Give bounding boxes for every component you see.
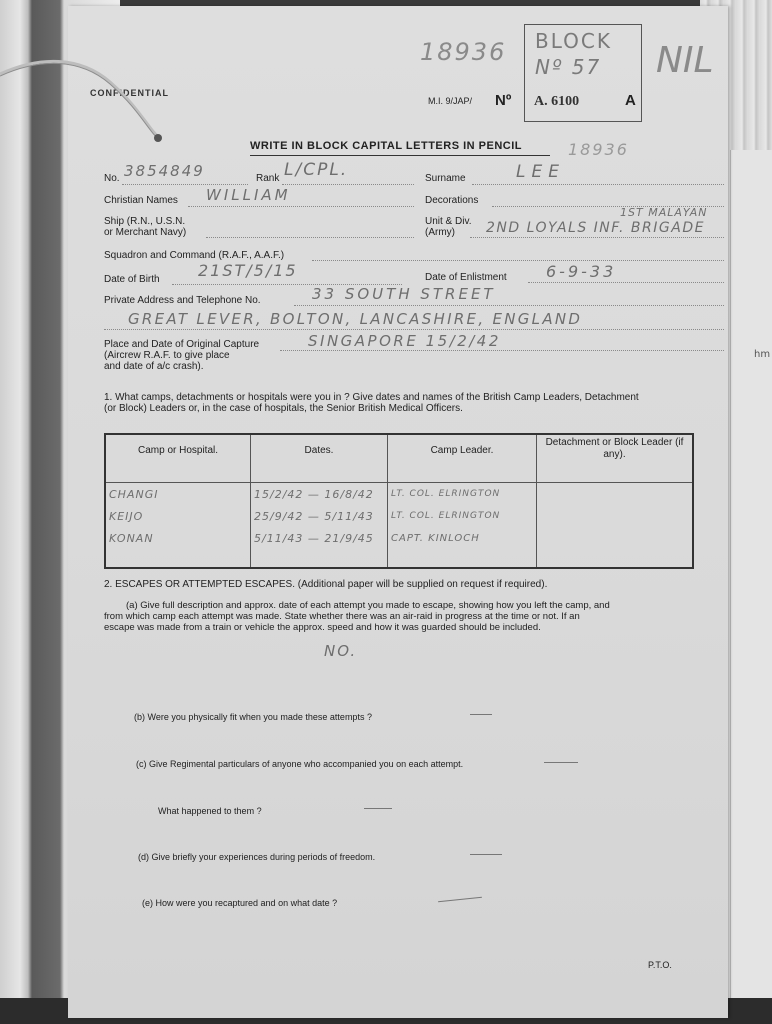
- underlying-page: [730, 150, 772, 1000]
- please-turn-over: P.T.O.: [648, 960, 672, 970]
- question-2e: (e) How were you recaptured and on what date ?: [142, 898, 338, 908]
- enlistment-date-line: [528, 282, 724, 283]
- instruction-underline: [250, 155, 550, 156]
- camps-table: [104, 433, 694, 569]
- date-of-birth-value: 21ST/5/15: [198, 261, 298, 280]
- camp-leader: CAPT. KINLOCH: [388, 527, 537, 549]
- camp-name: CHANGI: [105, 483, 251, 506]
- squadron-line: [312, 260, 724, 261]
- detachment-leader: [537, 527, 694, 549]
- question-2c: (c) Give Regimental particulars of anyone who accompanied you on each attempt.: [136, 759, 464, 769]
- capture-value: SINGAPORE 15/2/42: [308, 332, 501, 350]
- camp-name: KONAN: [105, 527, 251, 549]
- question-1-line-2: (or Block) Leaders or, in the case of hospitals, the Senior British Medical Officers.: [104, 403, 463, 414]
- unit-line: [470, 237, 724, 238]
- camp-dates: 15/2/42 — 16/8/42: [251, 483, 388, 506]
- capture-label-1: Place and Date of Original Capture: [104, 339, 260, 350]
- enlistment-date-label: Date of Enlistment: [425, 272, 507, 283]
- unit-value-1: 1ST MALAYAN: [620, 206, 708, 219]
- camp-name: KEIJO: [105, 505, 251, 527]
- block-stamp-number: Nº 57: [535, 55, 602, 79]
- detachment-leader: [537, 505, 694, 527]
- form-suffix: A: [625, 92, 636, 109]
- handwritten-file-number-2: 18936: [568, 140, 629, 159]
- unit-label-1: Unit & Div.: [425, 216, 472, 227]
- table-row: [105, 483, 693, 506]
- question-2a-answer: NO.: [324, 642, 358, 660]
- column-dates: Dates.: [251, 434, 388, 483]
- column-camp: Camp or Hospital.: [105, 434, 251, 483]
- address-value-1: 33 SOUTH STREET: [312, 285, 496, 303]
- detachment-leader: [537, 483, 694, 506]
- enlistment-date-value: 6-9-33: [546, 262, 617, 281]
- rank-value: L/CPL.: [284, 160, 349, 180]
- address-value-2: GREAT LEVER, BOLTON, LANCASHIRE, ENGLAND: [128, 310, 583, 328]
- unit-value-2: 2ND LOYALS INF. BRIGADE: [486, 220, 705, 236]
- column-camp-leader: Camp Leader.: [388, 434, 537, 483]
- question-2e-answer-dash: [438, 897, 482, 903]
- form-number: A. 6100: [534, 94, 580, 109]
- rank-label: Rank: [256, 173, 280, 184]
- address-line-1: [294, 305, 724, 306]
- question-2a-line-3: escape was made from a train or vehicle the approx. speed and how it was guarded should be included.: [104, 622, 541, 633]
- table-row-empty: [105, 549, 693, 568]
- question-2d-answer-dash: [470, 854, 502, 855]
- camps-table-header: [105, 434, 693, 483]
- date-of-birth-label: Date of Birth: [104, 274, 160, 285]
- table-row: [105, 527, 693, 549]
- squadron-label: Squadron and Command (R.A.F., A.A.F.): [104, 250, 285, 261]
- service-number-line: [122, 184, 248, 185]
- unit-label-2: (Army): [425, 227, 455, 238]
- question-2a-line-2: from which camp each attempt was made. State whether there was an air-raid in progress at the time or not. If an: [104, 611, 580, 622]
- liberation-questionnaire-form: [68, 6, 728, 1018]
- treasury-tag-string: [0, 52, 170, 148]
- question-2c-followup: What happened to them ?: [158, 806, 262, 816]
- christian-names-label: Christian Names: [104, 195, 178, 206]
- form-reference: M.I. 9/JAP/: [428, 96, 473, 106]
- ship-label-2: or Merchant Navy): [104, 227, 187, 238]
- rank-line: [282, 184, 414, 185]
- question-2-title: 2. ESCAPES OR ATTEMPTED ESCAPES. (Additional paper will be supplied on request if required).: [104, 579, 548, 590]
- camp-leader: LT. COL. ELRINGTON: [388, 505, 537, 527]
- service-number-label: No.: [104, 173, 120, 184]
- christian-names-line: [188, 206, 414, 207]
- table-row: [105, 505, 693, 527]
- question-2a-line-1: (a) Give full description and approx. date of each attempt you made to escape, showing how you left the camp, and: [126, 600, 610, 611]
- question-1-line-1: 1. What camps, detachments or hospitals were you in ? Give dates and names of the British Camp Leaders, Detachment: [104, 392, 639, 403]
- instruction-heading: WRITE IN BLOCK CAPITAL LETTERS IN PENCIL: [250, 140, 522, 152]
- handwritten-corner-note: NIL: [656, 40, 714, 81]
- question-2b-answer-dash: [470, 714, 492, 715]
- surname-line: [472, 184, 724, 185]
- block-stamp: [524, 24, 642, 122]
- number-label: Nº: [495, 92, 512, 109]
- address-line-2: [104, 329, 724, 330]
- decorations-label: Decorations: [425, 195, 479, 206]
- capture-label-2: (Aircrew R.A.F. to give place: [104, 350, 230, 361]
- underlying-page-text: hm: [754, 349, 771, 360]
- column-detachment-leader: Detachment or Block Leader (if any).: [537, 434, 694, 483]
- camp-dates: 5/11/43 — 21/9/45: [251, 527, 388, 549]
- confidential-stamp: CONFIDENTIAL: [90, 88, 169, 98]
- question-2b: (b) Were you physically fit when you made these attempts ?: [134, 712, 372, 722]
- question-2c-answer-dash: [544, 762, 578, 763]
- ship-label-1: Ship (R.N., U.S.N.: [104, 216, 186, 227]
- ship-line: [206, 237, 414, 238]
- camp-leader: LT. COL. ELRINGTON: [388, 483, 537, 506]
- handwritten-file-number: 18936: [420, 38, 507, 66]
- christian-names-value: WILLIAM: [206, 186, 291, 204]
- question-2c-followup-dash: [364, 808, 392, 809]
- address-label: Private Address and Telephone No.: [104, 295, 261, 306]
- surname-label: Surname: [425, 173, 466, 184]
- block-stamp-title: BLOCK: [535, 29, 612, 53]
- question-2d: (d) Give briefly your experiences during periods of freedom.: [138, 852, 376, 862]
- service-number-value: 3854849: [124, 162, 205, 180]
- surname-value: LEE: [516, 162, 565, 182]
- capture-label-3: and date of a/c crash).: [104, 361, 204, 372]
- capture-line: [280, 350, 724, 351]
- camp-dates: 25/9/42 — 5/11/43: [251, 505, 388, 527]
